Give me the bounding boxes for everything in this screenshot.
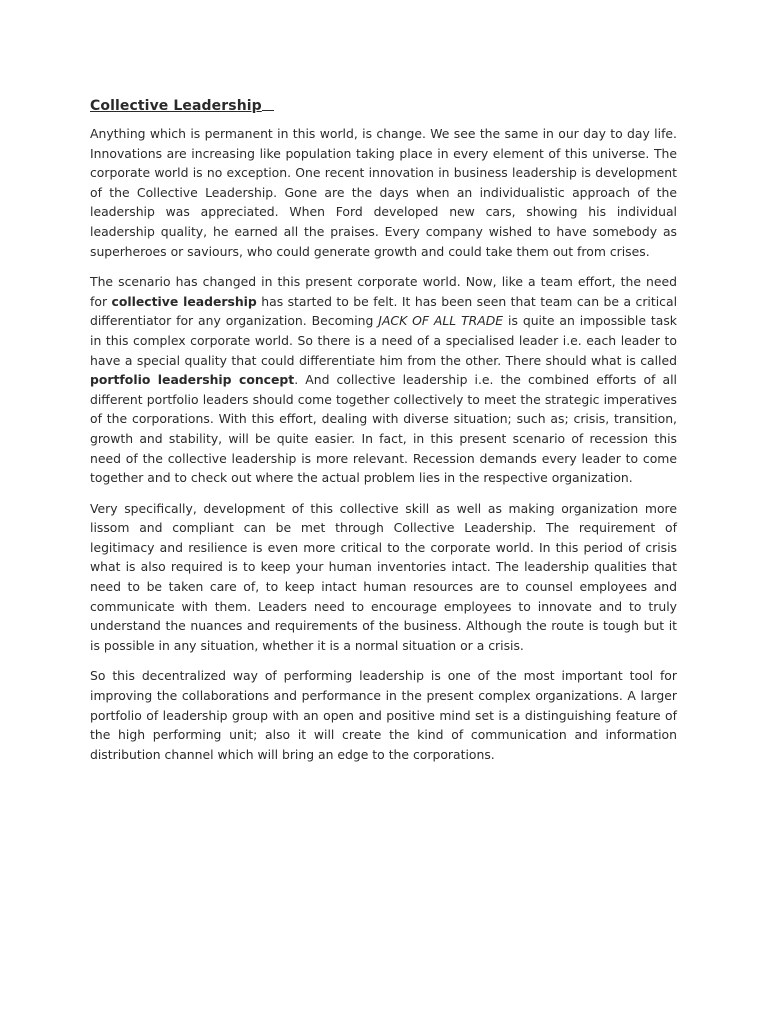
paragraph-4-text: So this decentralized way of performing leadership is one of the most important tool for improving the collaborations and performance in the present complex organizations. A larger portfolio of leadership group with an open and positive mind set is a distinguishing feature of the high performing unit; also it will create the kind of communication and information distribution channel which will bring an edge to the corporations. (90, 668, 677, 762)
bold-portfolio-leadership-concept: portfolio leadership concept (90, 372, 295, 388)
paragraph-3-text: Very specifically, development of this collective skill as well as making organization more lissom and compliant can be met through Collective Leadership. The requirement of legitimacy and resilience is even more critical to the corporate world. In this period of crisis what is also required is to keep your human inventories intact. The leadership qualities that need to be taken care of, to keep intact human resources are to counsel employees and communicate with them. Leaders need to encourage employees to innovate and to truly understand the nuances and requirements of the business. Although the route is tough but it is possible in any situation, whether it is a normal situation or a crisis. (90, 500, 677, 653)
title-underline-tail (262, 96, 274, 111)
italic-jack-of-all-trade: JACK OF ALL TRADE (378, 313, 504, 329)
paragraph-2-text-c: is quite an impossible task in this complex corporate world. So there is a need of a specialised leader i.e. each leader to have a special quality that could differentiate him from the other. There should what is called (90, 313, 677, 368)
document-body (90, 96, 677, 775)
paragraph-4 (90, 666, 677, 764)
bold-collective-leadership: collective leadership (111, 293, 257, 309)
paragraph-2 (90, 272, 677, 488)
paragraph-3 (90, 499, 677, 656)
paragraph-1 (90, 124, 677, 261)
paragraph-2-text-a: The scenario has changed in this present corporate world. Now, like a team effort, the need for (90, 274, 677, 309)
paragraph-1-text: Anything which is permanent in this world, is change. We see the same in our day to day life. Innovations are increasing like population taking place in every element of this universe. The corporate world is no exception. One recent innovation in business leadership is development of the Collective Leadership. Gone are the days when an individualistic approach of the leadership was appreciated. When Ford developed new cars, showing his individual leadership quality, he earned all the praises. Every company wished to have somebody as superheroes or saviours, who could generate growth and could take them out from crises. (90, 126, 677, 259)
paragraph-2-text-d: . And collective leadership i.e. the combined efforts of all different portfolio leaders should come together collectively to meet the strategic imperatives of the corporations. With this effort, dealing with diverse situation; such as; crisis, transition, growth and stability, will be quite easier. In fact, in this present scenario of recession this need of the collective leadership is more relevant. Recession demands every leader to come together and to check out where the actual problem lies in the respective organization. (90, 372, 677, 486)
title-text: Collective Leadership (90, 98, 262, 114)
document-title (90, 96, 677, 116)
paragraph-2-text-b: has started to be felt. It has been seen that team can be a critical differentiator for any organization. Becoming (90, 293, 678, 329)
